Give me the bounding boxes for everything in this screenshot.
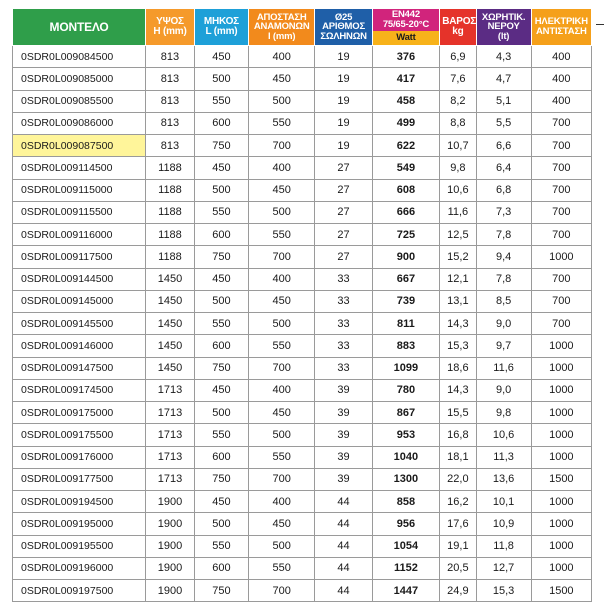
model-cell: 0SDR0L009087500	[13, 135, 146, 157]
height-cell: 1188	[146, 201, 195, 223]
watt-cell: 811	[372, 313, 440, 335]
tubes-cell: 33	[315, 357, 372, 379]
heater-cell: 1000	[531, 535, 591, 557]
weight-cell: 15,3	[440, 335, 476, 357]
spacing-cell: 550	[248, 557, 315, 579]
capacity-cell: 9,0	[476, 379, 531, 401]
length-cell: 450	[194, 46, 248, 68]
model-cell: 0SDR0L009176000	[13, 446, 146, 468]
tubes-cell: 27	[315, 246, 372, 268]
tubes-cell: 19	[315, 112, 372, 134]
model-cell: 0SDR0L009084500	[13, 46, 146, 68]
watt-cell: 549	[372, 157, 440, 179]
length-cell: 550	[194, 90, 248, 112]
heater-cell: 1000	[531, 424, 591, 446]
model-cell: 0SDR0L009197500	[13, 580, 146, 602]
table-row	[13, 357, 592, 379]
capacity-cell: 10,6	[476, 424, 531, 446]
table-row	[13, 513, 592, 535]
heater-cell: 700	[531, 135, 591, 157]
capacity-cell: 13,6	[476, 468, 531, 490]
height-cell: 813	[146, 112, 195, 134]
radiator-spec-table	[12, 8, 592, 602]
model-cell: 0SDR0L009144500	[13, 268, 146, 290]
table-row	[13, 402, 592, 424]
watt-cell: 608	[372, 179, 440, 201]
height-cell: 1713	[146, 468, 195, 490]
heater-cell: 700	[531, 290, 591, 312]
header-en442-output: EN442 75/65-20°C Watt	[372, 9, 440, 46]
watt-cell: 739	[372, 290, 440, 312]
weight-cell: 20,5	[440, 557, 476, 579]
spacing-cell: 700	[248, 246, 315, 268]
length-cell: 750	[194, 580, 248, 602]
model-cell: 0SDR0L009115500	[13, 201, 146, 223]
heater-cell: 700	[531, 224, 591, 246]
table-row	[13, 90, 592, 112]
table-row	[13, 535, 592, 557]
height-cell: 1713	[146, 424, 195, 446]
heater-cell: 1500	[531, 580, 591, 602]
tubes-cell: 44	[315, 580, 372, 602]
weight-cell: 12,5	[440, 224, 476, 246]
watt-cell: 458	[372, 90, 440, 112]
table-row	[13, 580, 592, 602]
header-connection-spacing: ΑΠΟΣΤΑΣΗ ΑΝΑΜΟΝΩΝ I (mm)	[248, 9, 315, 46]
heater-cell: 1000	[531, 379, 591, 401]
weight-cell: 8,2	[440, 90, 476, 112]
capacity-cell: 9,0	[476, 313, 531, 335]
weight-cell: 15,2	[440, 246, 476, 268]
header-length: ΜΗΚΟΣ L (mm)	[194, 9, 248, 46]
height-cell: 1188	[146, 224, 195, 246]
tubes-cell: 19	[315, 46, 372, 68]
weight-cell: 17,6	[440, 513, 476, 535]
tubes-cell: 39	[315, 379, 372, 401]
model-cell: 0SDR0L009194500	[13, 491, 146, 513]
tubes-cell: 19	[315, 135, 372, 157]
header-water-capacity: ΧΩΡΗΤΙΚ. ΝΕΡΟΥ (lt)	[476, 9, 531, 46]
weight-cell: 24,9	[440, 580, 476, 602]
weight-cell: 6,9	[440, 46, 476, 68]
watt-cell: 1099	[372, 357, 440, 379]
heater-cell: 700	[531, 201, 591, 223]
tubes-cell: 33	[315, 335, 372, 357]
length-cell: 600	[194, 224, 248, 246]
length-cell: 750	[194, 135, 248, 157]
table-row	[13, 179, 592, 201]
spacing-cell: 500	[248, 90, 315, 112]
length-cell: 600	[194, 446, 248, 468]
table-row	[13, 446, 592, 468]
tubes-cell: 33	[315, 313, 372, 335]
spacing-cell: 450	[248, 513, 315, 535]
height-cell: 1900	[146, 557, 195, 579]
header-weight: ΒΑΡΟΣ kg	[440, 9, 476, 46]
weight-cell: 10,7	[440, 135, 476, 157]
capacity-cell: 7,3	[476, 201, 531, 223]
spacing-cell: 400	[248, 268, 315, 290]
weight-cell: 19,1	[440, 535, 476, 557]
watt-cell: 1054	[372, 535, 440, 557]
capacity-cell: 9,7	[476, 335, 531, 357]
spacing-cell: 400	[248, 157, 315, 179]
model-cell: 0SDR0L009145500	[13, 313, 146, 335]
tubes-cell: 27	[315, 201, 372, 223]
model-cell: 0SDR0L009086000	[13, 112, 146, 134]
weight-cell: 11,6	[440, 201, 476, 223]
capacity-cell: 8,5	[476, 290, 531, 312]
capacity-cell: 7,8	[476, 268, 531, 290]
tubes-cell: 44	[315, 557, 372, 579]
model-cell: 0SDR0L009195000	[13, 513, 146, 535]
watt-cell: 858	[372, 491, 440, 513]
spacing-cell: 400	[248, 379, 315, 401]
spacing-cell: 700	[248, 468, 315, 490]
weight-cell: 16,8	[440, 424, 476, 446]
table-row	[13, 201, 592, 223]
capacity-cell: 10,9	[476, 513, 531, 535]
height-cell: 1713	[146, 379, 195, 401]
capacity-cell: 5,5	[476, 112, 531, 134]
spacing-cell: 550	[248, 224, 315, 246]
weight-cell: 14,3	[440, 379, 476, 401]
spacing-cell: 550	[248, 112, 315, 134]
length-cell: 550	[194, 201, 248, 223]
capacity-cell: 4,7	[476, 68, 531, 90]
tubes-cell: 27	[315, 179, 372, 201]
watt-cell: 953	[372, 424, 440, 446]
length-cell: 500	[194, 68, 248, 90]
model-cell: 0SDR0L009196000	[13, 557, 146, 579]
watt-cell: 666	[372, 201, 440, 223]
heater-cell: 700	[531, 179, 591, 201]
heater-cell: 1000	[531, 513, 591, 535]
capacity-cell: 6,4	[476, 157, 531, 179]
height-cell: 1188	[146, 179, 195, 201]
capacity-cell: 15,3	[476, 580, 531, 602]
height-cell: 1713	[146, 446, 195, 468]
capacity-cell: 5,1	[476, 90, 531, 112]
tubes-cell: 19	[315, 68, 372, 90]
heater-cell: 1000	[531, 491, 591, 513]
table-body	[13, 46, 592, 602]
spacing-cell: 450	[248, 402, 315, 424]
capacity-cell: 11,8	[476, 535, 531, 557]
table-row	[13, 224, 592, 246]
heater-cell: 700	[531, 157, 591, 179]
capacity-cell: 7,8	[476, 224, 531, 246]
watt-cell: 883	[372, 335, 440, 357]
weight-cell: 10,6	[440, 179, 476, 201]
weight-cell: 9,8	[440, 157, 476, 179]
length-cell: 450	[194, 268, 248, 290]
tubes-cell: 39	[315, 402, 372, 424]
model-cell: 0SDR0L009085000	[13, 68, 146, 90]
capacity-cell: 6,8	[476, 179, 531, 201]
weight-cell: 7,6	[440, 68, 476, 90]
weight-cell: 15,5	[440, 402, 476, 424]
capacity-cell: 11,3	[476, 446, 531, 468]
tubes-cell: 44	[315, 535, 372, 557]
watt-cell: 725	[372, 224, 440, 246]
height-cell: 1450	[146, 357, 195, 379]
header-model: ΜΟΝΤΕΛΟ	[13, 9, 146, 46]
capacity-cell: 6,6	[476, 135, 531, 157]
model-cell: 0SDR0L009115000	[13, 179, 146, 201]
watt-cell: 622	[372, 135, 440, 157]
spacing-cell: 400	[248, 46, 315, 68]
table-row	[13, 246, 592, 268]
model-cell: 0SDR0L009116000	[13, 224, 146, 246]
weight-cell: 18,6	[440, 357, 476, 379]
height-cell: 813	[146, 135, 195, 157]
heater-cell: 400	[531, 90, 591, 112]
height-cell: 1900	[146, 580, 195, 602]
height-cell: 813	[146, 46, 195, 68]
edge-tick-mark	[596, 24, 604, 25]
spacing-cell: 450	[248, 68, 315, 90]
spacing-cell: 500	[248, 201, 315, 223]
weight-cell: 16,2	[440, 491, 476, 513]
height-cell: 1450	[146, 313, 195, 335]
model-cell: 0SDR0L009114500	[13, 157, 146, 179]
weight-cell: 22,0	[440, 468, 476, 490]
weight-cell: 14,3	[440, 313, 476, 335]
watt-cell: 867	[372, 402, 440, 424]
spacing-cell: 500	[248, 313, 315, 335]
watt-cell: 1447	[372, 580, 440, 602]
watt-cell: 499	[372, 112, 440, 134]
tubes-cell: 44	[315, 513, 372, 535]
model-cell: 0SDR0L009174500	[13, 379, 146, 401]
length-cell: 500	[194, 402, 248, 424]
table-row	[13, 468, 592, 490]
watt-cell: 376	[372, 46, 440, 68]
spacing-cell: 450	[248, 179, 315, 201]
model-cell: 0SDR0L009195500	[13, 535, 146, 557]
length-cell: 450	[194, 157, 248, 179]
length-cell: 750	[194, 468, 248, 490]
heater-cell: 400	[531, 68, 591, 90]
tubes-cell: 39	[315, 424, 372, 446]
length-cell: 500	[194, 290, 248, 312]
header-tube-count: Ø25 ΑΡΙΘΜΟΣ ΣΩΛΗΝΩΝ	[315, 9, 372, 46]
tubes-cell: 39	[315, 468, 372, 490]
tubes-cell: 27	[315, 157, 372, 179]
model-cell: 0SDR0L009147500	[13, 357, 146, 379]
height-cell: 1188	[146, 157, 195, 179]
watt-cell: 1152	[372, 557, 440, 579]
table-row	[13, 268, 592, 290]
heater-cell: 700	[531, 268, 591, 290]
length-cell: 600	[194, 112, 248, 134]
length-cell: 750	[194, 246, 248, 268]
length-cell: 600	[194, 335, 248, 357]
weight-cell: 18,1	[440, 446, 476, 468]
length-cell: 450	[194, 379, 248, 401]
spacing-cell: 450	[248, 290, 315, 312]
table-row	[13, 491, 592, 513]
table-row	[13, 379, 592, 401]
table-row	[13, 335, 592, 357]
heater-cell: 1500	[531, 468, 591, 490]
watt-cell: 780	[372, 379, 440, 401]
tubes-cell: 33	[315, 290, 372, 312]
length-cell: 550	[194, 535, 248, 557]
spacing-cell: 700	[248, 580, 315, 602]
spacing-cell: 550	[248, 446, 315, 468]
spacing-cell: 400	[248, 491, 315, 513]
table-row	[13, 46, 592, 68]
table-row	[13, 68, 592, 90]
table-row	[13, 424, 592, 446]
spacing-cell: 700	[248, 135, 315, 157]
model-cell: 0SDR0L009175000	[13, 402, 146, 424]
table-row	[13, 135, 592, 157]
height-cell: 1900	[146, 491, 195, 513]
model-cell: 0SDR0L009085500	[13, 90, 146, 112]
height-cell: 1450	[146, 290, 195, 312]
table-row	[13, 290, 592, 312]
capacity-cell: 9,8	[476, 402, 531, 424]
spacing-cell: 500	[248, 424, 315, 446]
model-cell: 0SDR0L009145000	[13, 290, 146, 312]
table-row	[13, 112, 592, 134]
length-cell: 450	[194, 491, 248, 513]
table-row	[13, 157, 592, 179]
capacity-cell: 9,4	[476, 246, 531, 268]
table-row	[13, 313, 592, 335]
tubes-cell: 44	[315, 491, 372, 513]
length-cell: 550	[194, 313, 248, 335]
height-cell: 813	[146, 90, 195, 112]
height-cell: 813	[146, 68, 195, 90]
model-cell: 0SDR0L009177500	[13, 468, 146, 490]
height-cell: 1713	[146, 402, 195, 424]
heater-cell: 400	[531, 46, 591, 68]
tubes-cell: 27	[315, 224, 372, 246]
model-cell: 0SDR0L009146000	[13, 335, 146, 357]
length-cell: 500	[194, 513, 248, 535]
height-cell: 1450	[146, 268, 195, 290]
heater-cell: 1000	[531, 402, 591, 424]
weight-cell: 8,8	[440, 112, 476, 134]
heater-cell: 1000	[531, 557, 591, 579]
capacity-cell: 10,1	[476, 491, 531, 513]
spacing-cell: 500	[248, 535, 315, 557]
length-cell: 550	[194, 424, 248, 446]
capacity-cell: 12,7	[476, 557, 531, 579]
header-height: ΥΨΟΣ H (mm)	[146, 9, 195, 46]
length-cell: 750	[194, 357, 248, 379]
table-row	[13, 557, 592, 579]
model-cell: 0SDR0L009117500	[13, 246, 146, 268]
spacing-cell: 700	[248, 357, 315, 379]
watt-cell: 1040	[372, 446, 440, 468]
capacity-cell: 4,3	[476, 46, 531, 68]
heater-cell: 700	[531, 112, 591, 134]
watt-cell: 417	[372, 68, 440, 90]
weight-cell: 13,1	[440, 290, 476, 312]
height-cell: 1900	[146, 513, 195, 535]
length-cell: 500	[194, 179, 248, 201]
weight-cell: 12,1	[440, 268, 476, 290]
header-electric-heater: ΗΛΕΚΤΡΙΚΗ ΑΝΤΙΣΤΑΣΗ	[531, 9, 591, 46]
height-cell: 1188	[146, 246, 195, 268]
table-header-row	[13, 9, 592, 46]
capacity-cell: 11,6	[476, 357, 531, 379]
heater-cell: 1000	[531, 357, 591, 379]
height-cell: 1900	[146, 535, 195, 557]
heater-cell: 1000	[531, 446, 591, 468]
watt-cell: 956	[372, 513, 440, 535]
heater-cell: 1000	[531, 335, 591, 357]
tubes-cell: 19	[315, 90, 372, 112]
watt-cell: 1300	[372, 468, 440, 490]
tubes-cell: 33	[315, 268, 372, 290]
spacing-cell: 550	[248, 335, 315, 357]
length-cell: 600	[194, 557, 248, 579]
height-cell: 1450	[146, 335, 195, 357]
watt-cell: 900	[372, 246, 440, 268]
watt-cell: 667	[372, 268, 440, 290]
tubes-cell: 39	[315, 446, 372, 468]
model-cell: 0SDR0L009175500	[13, 424, 146, 446]
heater-cell: 700	[531, 313, 591, 335]
heater-cell: 1000	[531, 246, 591, 268]
